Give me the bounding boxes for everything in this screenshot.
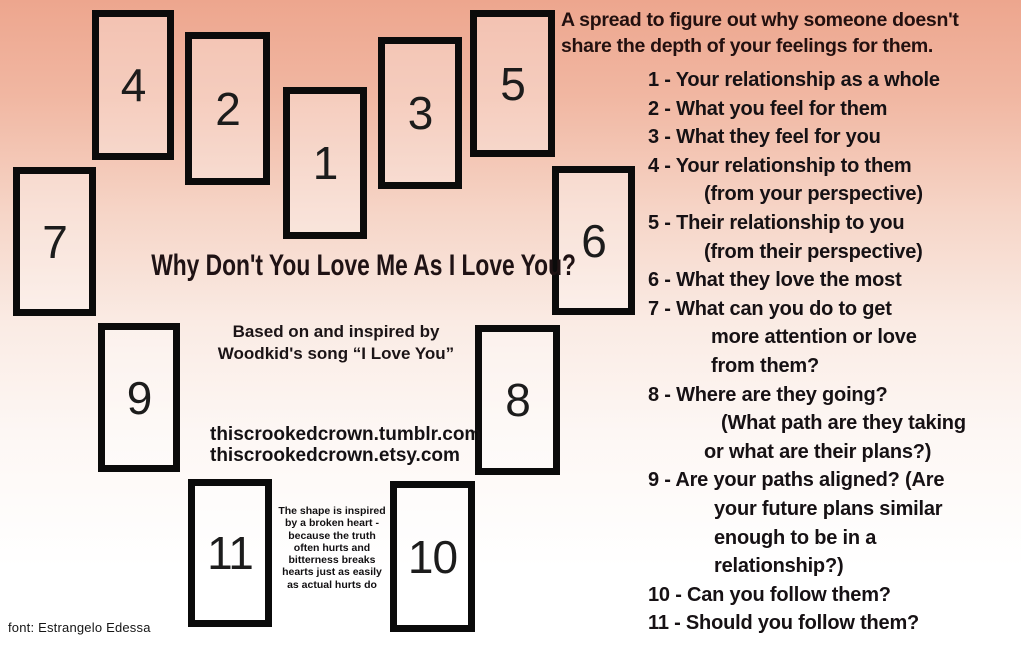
inspiration-note-line2: Woodkid's song “I Love You” xyxy=(217,344,455,363)
shape-explanation-line: as actual hurts do xyxy=(287,578,377,591)
shape-explanation-line: because the truth xyxy=(288,529,376,542)
shape-explanation-line: by a broken heart - xyxy=(285,517,379,530)
legend-line-11: 11 - Should you follow them? xyxy=(648,612,920,635)
card-7 xyxy=(13,167,96,316)
legend-line-7b: more attention or love xyxy=(711,326,917,349)
legend-line-6: 6 - What they love the most xyxy=(648,269,902,292)
card-11-number: 11 xyxy=(207,527,253,579)
shape-explanation xyxy=(270,505,394,591)
etsy-url: thiscrookedcrown.etsy.com xyxy=(210,445,460,466)
legend-line-8b: (What path are they taking xyxy=(721,412,966,435)
inspiration-note-line1: Based on and inspired by xyxy=(232,322,440,341)
card-5 xyxy=(470,10,555,157)
legend-line-9b: your future plans similar xyxy=(714,497,943,520)
legend-line-8c: or what are their plans?) xyxy=(704,440,932,463)
shape-explanation-line: The shape is inspired xyxy=(278,505,386,517)
legend-line-9c: enough to be in a xyxy=(714,526,877,549)
card-5-number: 5 xyxy=(500,57,525,110)
shape-explanation-line: bitterness breaks xyxy=(288,554,376,567)
card-7-number: 7 xyxy=(42,215,67,268)
legend-line-1: 1 - Your relationship as a whole xyxy=(648,69,940,91)
card-6 xyxy=(552,166,635,315)
card-3-number: 3 xyxy=(407,87,433,139)
legend-line-9d: relationship?) xyxy=(714,555,844,578)
spread-description xyxy=(561,8,959,59)
legend-line-4: 4 - Your relationship to them xyxy=(648,154,912,177)
card-1 xyxy=(283,87,367,239)
spread-description-line2: share the depth of your feelings for them. xyxy=(561,34,934,57)
card-2-number: 2 xyxy=(215,82,240,135)
card-8-number: 8 xyxy=(505,374,530,426)
card-3 xyxy=(378,37,462,189)
credit-links xyxy=(210,424,481,466)
spread-title: Why Don't You Love Me As I Love You? xyxy=(151,249,576,282)
tumblr-url: thiscrookedcrown.tumblr.com xyxy=(210,424,482,445)
legend-line-7: 7 - What can you do to get xyxy=(648,297,892,320)
card-9 xyxy=(98,323,180,472)
legend-line-7c: from them? xyxy=(711,354,820,377)
card-1-number: 1 xyxy=(312,137,338,189)
card-10-number: 10 xyxy=(407,530,458,583)
card-10 xyxy=(390,481,475,632)
inspiration-note xyxy=(216,321,456,365)
legend-line-9: 9 - Are your paths aligned? (Are xyxy=(648,469,945,492)
spread-description-line1: A spread to figure out why someone doesn't xyxy=(561,9,959,31)
card-4 xyxy=(92,10,174,160)
card-11 xyxy=(188,479,272,627)
card-4-number: 4 xyxy=(120,59,146,111)
position-legend xyxy=(648,66,966,638)
card-8 xyxy=(475,325,560,475)
legend-line-5b: (from their perspective) xyxy=(704,240,923,263)
legend-line-5: 5 - Their relationship to you xyxy=(648,211,905,234)
legend-line-4b: (from your perspective) xyxy=(704,183,923,206)
shape-explanation-line: hearts just as easily xyxy=(282,566,382,579)
card-2 xyxy=(185,32,270,185)
legend-line-8: 8 - Where are they going? xyxy=(648,383,888,406)
legend-line-3: 3 - What they feel for you xyxy=(648,126,881,149)
legend-line-2: 2 - What you feel for them xyxy=(648,97,888,120)
card-9-number: 9 xyxy=(126,371,152,424)
card-6-number: 6 xyxy=(581,214,606,267)
legend-line-10: 10 - Can you follow them? xyxy=(648,583,891,606)
font-credit: font: Estrangelo Edessa xyxy=(8,620,151,635)
shape-explanation-line: often hurts and xyxy=(293,541,371,554)
